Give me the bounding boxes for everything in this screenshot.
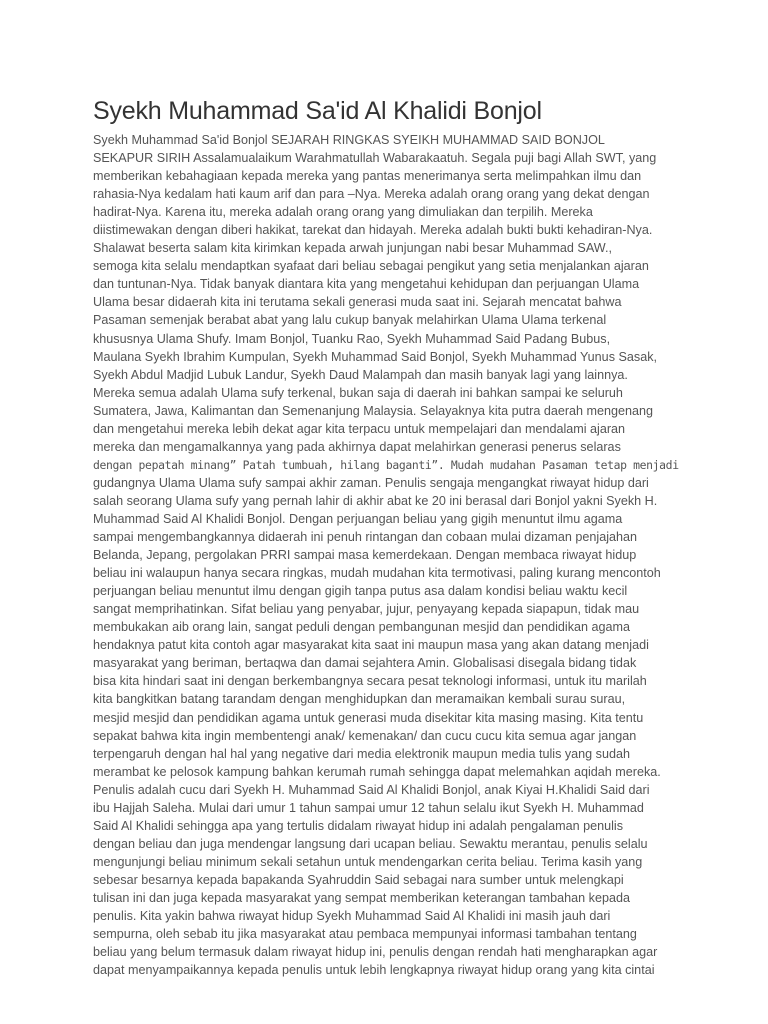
body-line: perjuangan beliau menuntut ilmu dengan gigih tanpa putus asa dalam kondisi beliau waktu kecil (93, 584, 628, 599)
body-line: Syekh Muhammad Sa'id Bonjol SEJARAH RINGKAS SYEIKH MUHAMMAD SAID BONJOL (93, 133, 605, 147)
body-line: membukakan aib orang lain, sangat peduli dengan pembangunan mesjid dan pendidikan agama (93, 620, 631, 635)
body-line: sepakat bahwa kita ingin membentengi anak/ kemenakan/ dan cucu cucu kita semua agar jangan (93, 728, 637, 743)
body-line: memberikan kebahagiaan kepada mereka yang pantas menerimanya serta melimpahkan ilmu dan (93, 169, 642, 184)
body-line: mesjid mesjid dan pendidikan agama untuk generasi muda disekitar kita masing masing. Kita tentu (93, 710, 644, 725)
body-line: dapat menyampaikannya kepada penulis untuk lebih lengkapnya riwayat hidup orang yang kita cintai (93, 963, 655, 978)
body-line: tulisan ini dan juga kepada masyarakat yang sempat memberikan keterangan tambahan kepada (93, 890, 630, 905)
body-line: mengunjungi beliau minimum sekali setahun untuk mendengarkan cerita beliau. Terima kasih yang (93, 854, 643, 869)
body-line: gudangnya Ulama Ulama sufy sampai akhir zaman. Penulis sengaja mengangkat riwayat hidup dari (93, 475, 649, 490)
body-line: bisa kita hindari saat ini dengan berkembangnya secara pesat teknologi informasi, untuk itu marilah (93, 674, 647, 689)
body-line: sebesar besarnya kepada bapakanda Syahruddin Said sebagai nara sumber untuk melengkapi (93, 872, 624, 887)
document-title: Syekh Muhammad Sa'id Al Khalidi Bonjol (93, 97, 542, 125)
body-line: Pasaman semenjak berabat abat yang lalu cukup banyak melahirkan Ulama Ulama terkenal (93, 313, 607, 328)
body-line: Shalawat beserta salam kita kirimkan kepada arwah junjungan nabi besar Muhammad SAW., (93, 241, 612, 256)
body-line: Ulama besar didaerah kita ini terutama sekali generasi muda saat ini. Sejarah mencatat bahwa (93, 295, 622, 310)
body-line: dan tuntunan-Nya. Tidak banyak diantara kita yang mengetahui kehidupan dan perjuangan Ulama (93, 277, 640, 292)
body-line: beliau ini walaupun hanya secara ringkas, mudah mudahan kita termotivasi, paling kurang mencontoh (93, 566, 661, 581)
body-line: SEKAPUR SIRIH Assalamualaikum Warahmatullah Wabarakaatuh. Segala puji bagi Allah SWT, yang (93, 151, 657, 166)
body-line: Syekh Abdul Madjid Lubuk Landur, Syekh Daud Malampah dan masih banyak lagi yang lainnya. (93, 367, 628, 382)
body-line: Mereka semua adalah Ulama sufy terkenal, bukan saja di daerah ini bahkan sampai ke seluruh (93, 385, 623, 400)
body-line: Muhammad Said Al Khalidi Bonjol. Dengan perjuangan beliau yang gigih menuntut ilmu agama (93, 511, 623, 526)
body-line: merambat ke pelosok kampung bahkan kerumah rumah sehingga dapat melemahkan aqidah mereka. (93, 764, 661, 779)
body-line: diistimewakan dengan diberi hakikat, tarekat dan hidayah. Mereka adalah bukti bukti kehadiran-Nya. (93, 223, 653, 238)
body-line: mereka dan mengamalkannya yang pada akhirnya dapat melahirkan generasi penerus selaras (93, 439, 621, 454)
body-line: Said Al Khalidi sehingga apa yang tertulis didalam riwayat hidup ini adalah pengalaman penulis (93, 818, 623, 833)
body-line: terpengaruh dengan hal hal yang negative dari media elektronik maupun media tulis yang sudah (93, 746, 630, 761)
body-line: rahasia-Nya kedalam hati kaum arif dan para –Nya. Mereka adalah orang orang yang dekat dengan (93, 187, 650, 202)
body-line: Penulis adalah cucu dari Syekh H. Muhammad Said Al Khalidi Bonjol, anak Kiyai H.Khalidi Said dari (93, 782, 650, 797)
body-line: Maulana Syekh Ibrahim Kumpulan, Syekh Muhammad Said Bonjol, Syekh Muhammad Yunus Sasak, (93, 349, 657, 364)
body-line: khususnya Ulama Shufy. Imam Bonjol, Tuanku Rao, Syekh Muhammad Said Padang Bubus, (93, 331, 611, 346)
body-line: hendaknya patut kita contoh agar masyarakat kita saat ini maupun masa yang akan datang menjadi (93, 638, 649, 653)
body-line: salah seorang Ulama sufy yang pernah lahir di akhir abat ke 20 ini berasal dari Bonjol yakni Syekh H. (93, 493, 658, 508)
document-body (93, 131, 683, 979)
body-line: kita bangkitkan batang tarandam dengan menghidupkan dan meramaikan kembali surau surau, (93, 692, 626, 707)
body-line: Belanda, Jepang, pergolakan PRRI sampai masa kemerdekaan. Dengan membaca riwayat hidup (93, 548, 637, 563)
document-page (93, 96, 683, 979)
body-line: dengan beliau dan juga mendengar langsung dari ucapan beliau. Sewaktu merantau, penulis selalu (93, 836, 648, 851)
body-line: sempurna, oleh sebab itu jika masyarakat atau pembaca mempunyai informasi tambahan tentang (93, 927, 637, 942)
body-line: masyarakat yang beriman, bertaqwa dan damai sejahtera Amin. Globalisasi disegala bidang tidak (93, 656, 637, 671)
body-line: sampai mengembangkannya didaerah ini penuh rintangan dan cobaan mulai dizaman penjajahan (93, 530, 638, 545)
body-line: ibu Hajjah Saleha. Mulai dari umur 1 tahun sampai umur 12 tahun selalu ikut Syekh H. Muhammad (93, 800, 644, 815)
body-line: dengan pepatah minang” Patah tumbuah, hilang baganti”. Mudah mudahan Pasaman tetap menjadi (93, 457, 679, 472)
body-line: beliau yang belum termasuk dalam riwayat hidup ini, penulis dengan rendah hati mengharapkan agar (93, 945, 658, 960)
body-line: Sumatera, Jawa, Kalimantan dan Semenanjung Malaysia. Selayaknya kita putra daerah mengenang (93, 403, 654, 418)
body-line: hadirat-Nya. Karena itu, mereka adalah orang orang yang dimuliakan dan terpilih. Mereka (93, 205, 593, 220)
body-line: penulis. Kita yakin bahwa riwayat hidup Syekh Muhammad Said Al Khalidi ini masih jauh dari (93, 909, 611, 924)
body-line: sangat memprihatinkan. Sifat beliau yang penyabar, jujur, penyayang kepada siapapun, tidak mau (93, 602, 640, 617)
body-line: semoga kita selalu mendaptkan syafaat dari beliau sebagai pengikut yang setia menjalankan ajaran (93, 259, 649, 274)
body-line: dan mengetahui mereka lebih dekat agar kita terpacu untuk mempelajari dan mendalami ajaran (93, 421, 626, 436)
